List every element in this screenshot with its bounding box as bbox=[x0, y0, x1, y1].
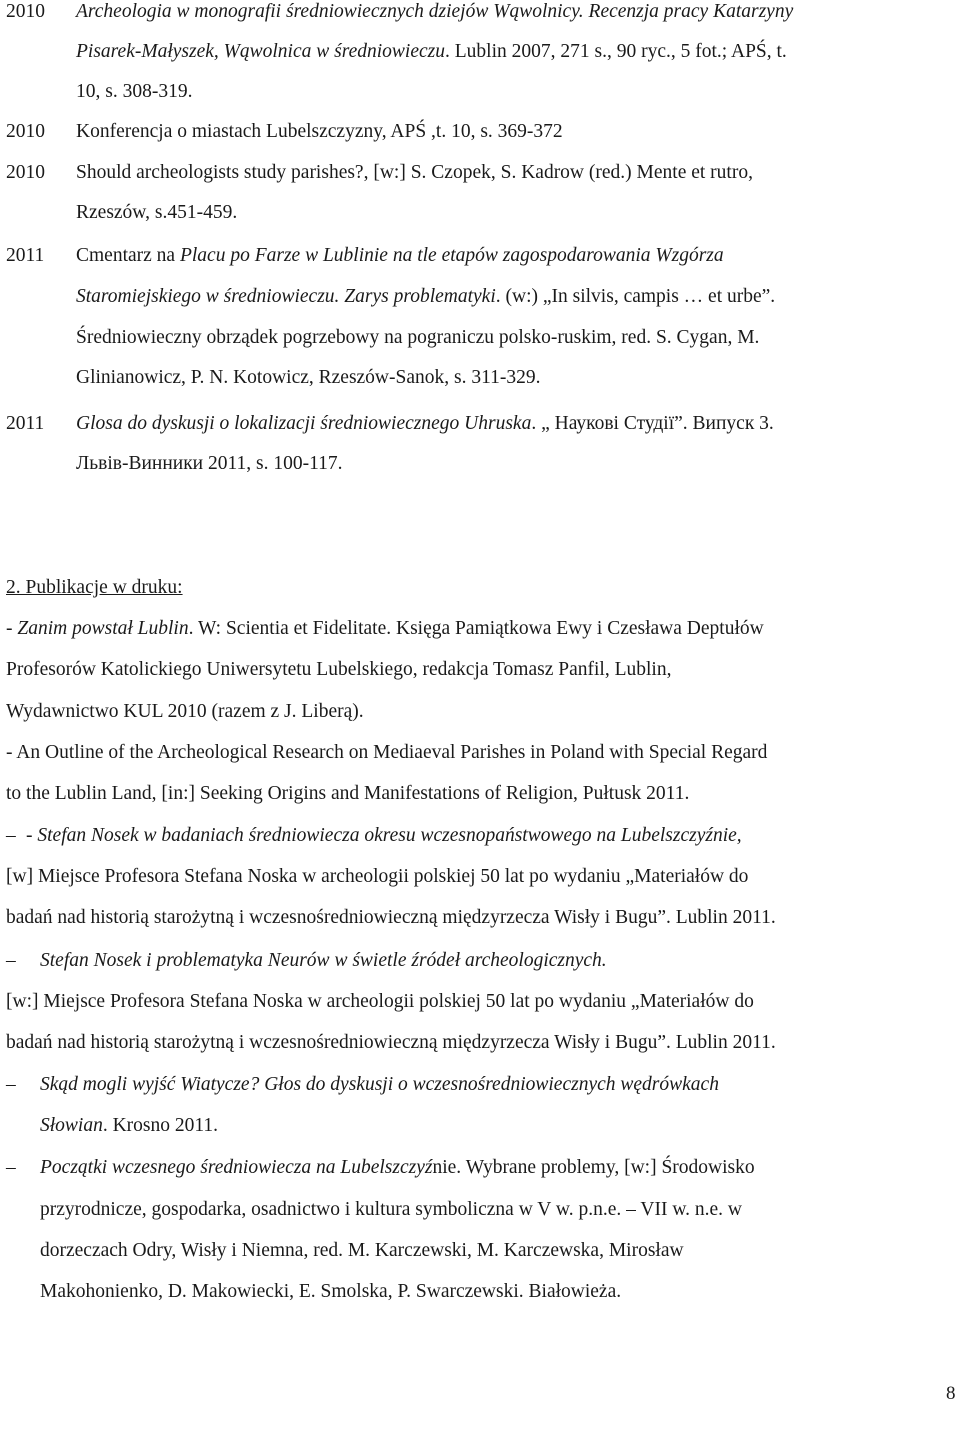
item-text: - An Outline of the Archeological Research on Mediaeval Parishes in Poland with Special Regard bbox=[6, 742, 768, 763]
entry-title: Archeologia w monografii średniowiecznych dziejów Wąwolnicy. Recenzja pracy Katarzyny bbox=[76, 1, 794, 22]
entry-text: Glinianowicz, P. N. Kotowicz, Rzeszów-Sanok, s. 311-329. bbox=[76, 367, 541, 388]
item-title: Skąd mogli wyjść Wiatycze? Głos do dyskusji o wczesnośredniowiecznych wędrówkach bbox=[40, 1074, 719, 1095]
item-title: - Stefan Nosek w badaniach średniowiecza okresu wczesnopaństwowego na Lubelszczyźnie, bbox=[26, 825, 742, 846]
section-heading: 2. Publikacje w druku: bbox=[6, 577, 183, 598]
list-dash: – bbox=[6, 825, 16, 846]
entry-year: 2011 bbox=[6, 413, 45, 434]
entry-year: 2010 bbox=[6, 121, 45, 142]
entry-text: Średniowieczny obrządek pogrzebowy na pograniczu polsko-ruskim, red. S. Cygan, M. bbox=[76, 327, 760, 348]
page-number: 8 bbox=[946, 1383, 956, 1404]
item-text: badań nad historią starożytną i wczesnośredniowieczną międzyrzecza Wisły i Bugu”. Lublin 2011. bbox=[6, 1032, 776, 1053]
item-text: Wydawnictwo KUL 2010 (razem z J. Liberą). bbox=[6, 701, 364, 722]
item-text: - Zanim powstał Lublin. W: Scientia et Fidelitate. Księga Pamiątkowa Ewy i Czesława Deptułów bbox=[6, 618, 764, 639]
entry-text: Cmentarz na Placu po Farze w Lublinie na tle etapów zagospodarowania Wzgórza bbox=[76, 245, 724, 266]
item-text: [w:] Miejsce Profesora Stefana Noska w archeologii polskiej 50 lat po wydaniu „Materiałów do bbox=[6, 991, 754, 1012]
entry-text: Konferencja o miastach Lubelszczyzny, APŚ ,t. 10, s. 369-372 bbox=[76, 121, 563, 142]
entry-text: Should archeologists study parishes?, [w:] S. Czopek, S. Kadrow (red.) Mente et rutro, bbox=[76, 162, 753, 183]
entry-year: 2010 bbox=[6, 1, 45, 22]
entry-text: Staromiejskiego w średniowieczu. Zarys problematyki. (w:) „In silvis, campis … et urbe”. bbox=[76, 286, 776, 307]
item-text: przyrodnicze, gospodarka, osadnictwo i kultura symboliczna w V w. p.n.e. – VII w. n.e. w bbox=[40, 1199, 743, 1220]
list-dash: – bbox=[6, 1157, 16, 1178]
item-text: to the Lublin Land, [in:] Seeking Origins and Manifestations of Religion, Pułtusk 2011. bbox=[6, 783, 690, 804]
list-dash: – bbox=[6, 1074, 16, 1095]
entry-text: Glosa do dyskusji o lokalizacji średniowiecznego Uhruska. „ Наукові Студії”. Випуск 3. bbox=[76, 413, 774, 434]
item-text: Profesorów Katolickiego Uniwersytetu Lubelskiego, redakcja Tomasz Panfil, Lublin, bbox=[6, 659, 672, 680]
list-dash: – bbox=[6, 950, 16, 971]
item-text: dorzeczach Odry, Wisły i Niemna, red. M. Karczewski, M. Karczewska, Mirosław bbox=[40, 1240, 684, 1261]
entry-year: 2011 bbox=[6, 245, 45, 266]
entry-text: Pisarek-Małyszek, Wąwolnica w średniowieczu. Lublin 2007, 271 s., 90 ryc., 5 fot.; APŚ, t. bbox=[76, 41, 787, 62]
entry-text: Rzeszów, s.451-459. bbox=[76, 202, 238, 223]
item-text: Słowian. Krosno 2011. bbox=[40, 1115, 219, 1136]
entry-text: 10, s. 308-319. bbox=[76, 81, 193, 102]
entry-text: Львів-Винники 2011, s. 100-117. bbox=[76, 453, 343, 474]
item-text: Początki wczesnego średniowiecza na Lubelszczyźnie. Wybrane problemy, [w:] Środowisko bbox=[40, 1157, 755, 1178]
item-title: Stefan Nosek i problematyka Neurów w świetle źródeł archeologicznych. bbox=[40, 950, 607, 971]
item-text: Makohonienko, D. Makowiecki, E. Smolska, P. Swarczewski. Białowieża. bbox=[40, 1281, 622, 1302]
item-text: [w] Miejsce Profesora Stefana Noska w archeologii polskiej 50 lat po wydaniu „Materiałów do bbox=[6, 866, 749, 887]
entry-year: 2010 bbox=[6, 162, 45, 183]
item-text: badań nad historią starożytną i wczesnośredniowieczną międzyrzecza Wisły i Bugu”. Lublin 2011. bbox=[6, 907, 776, 928]
